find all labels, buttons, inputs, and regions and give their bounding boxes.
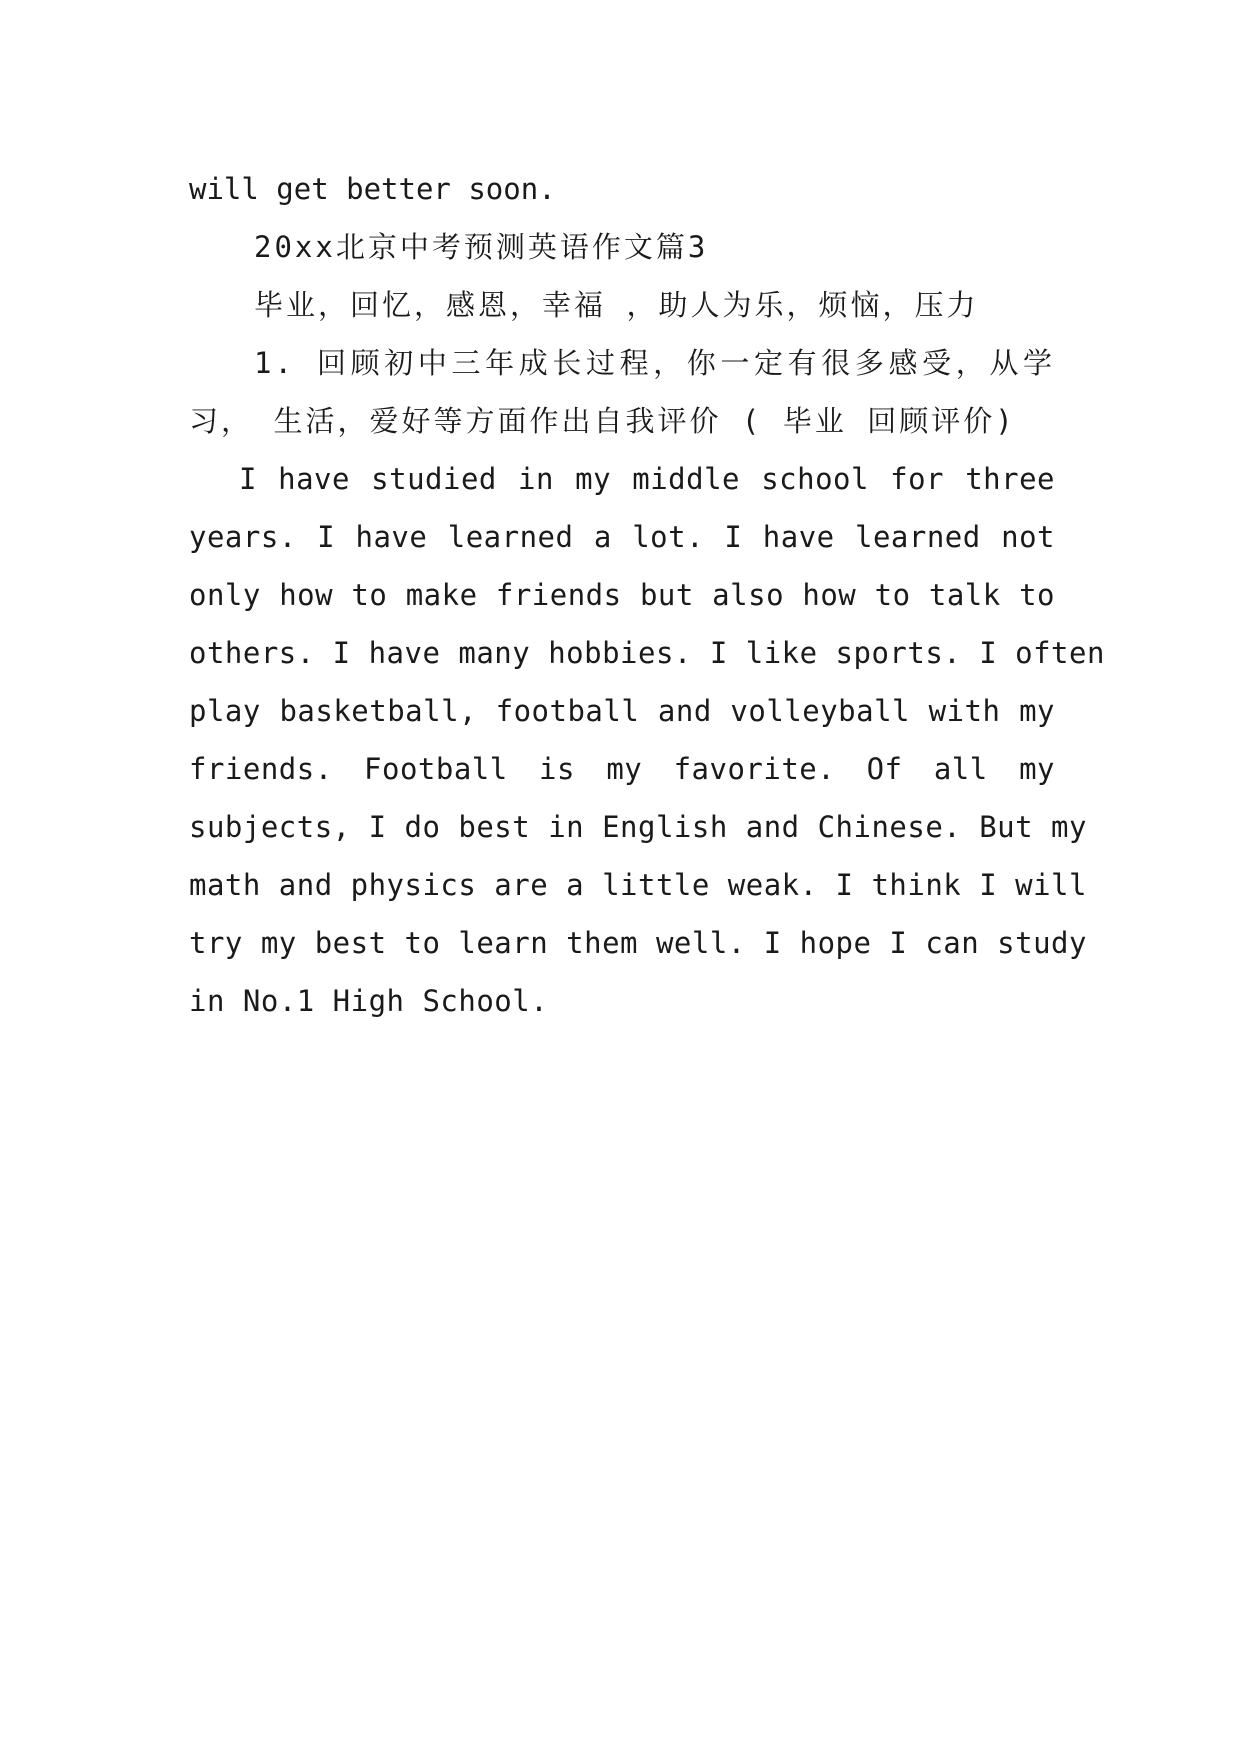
keywords-line: 毕业，回忆，感恩，幸福 ，助人为乐，烦恼，压力 (254, 288, 979, 322)
essay-heading: 20xx北京中考预测英语作文篇3 (254, 230, 709, 264)
essay-body (189, 450, 1105, 1030)
essay-line: only how to make friends but also how to talk to (189, 578, 1055, 612)
essay-line: I have studied in my middle school for three (239, 462, 1055, 496)
essay-line: play basketball, football and volleyball with my (189, 694, 1055, 728)
prompt-line-1: 1. 回顾初中三年成长过程，你一定有很多感受，从学 (254, 346, 1055, 380)
document-page (189, 160, 1105, 1030)
continuation-text: will get better soon. (189, 172, 556, 206)
essay-line: others. I have many hobbies. I like sports. I often (189, 636, 1105, 670)
essay-line: subjects, I do best in English and Chinese. But my (189, 810, 1087, 844)
essay-line: years. I have learned a lot. I have learned not (189, 520, 1055, 554)
essay-line: in No.1 High School. (189, 984, 549, 1018)
prompt-line-2: 习， 生活，爱好等方面作出自我评价 ( 毕业 回顾评价) (189, 404, 1016, 438)
essay-line: math and physics are a little weak. I think I will (189, 868, 1087, 902)
essay-line: friends. Football is my favorite. Of all my (189, 752, 1055, 786)
essay-line: try my best to learn them well. I hope I can study (189, 926, 1087, 960)
